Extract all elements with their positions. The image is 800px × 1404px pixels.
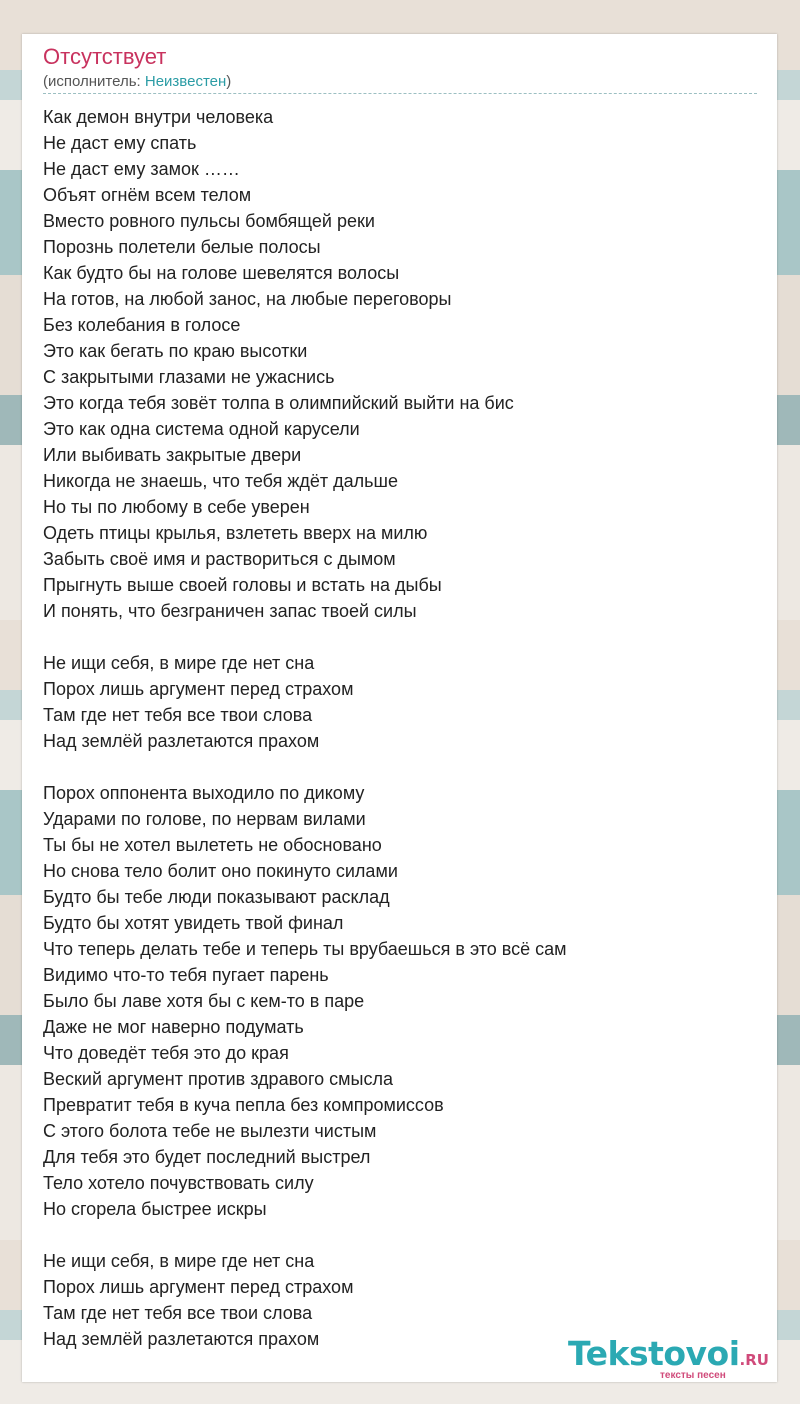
lyric-line: Ты бы не хотел вылететь не обосновано xyxy=(43,835,382,855)
lyric-line: Одеть птицы крылья, взлететь вверх на милю xyxy=(43,523,428,543)
lyric-line: Веский аргумент против здравого смысла xyxy=(43,1069,393,1089)
lyric-line: Ударами по голове, по нервам вилами xyxy=(43,809,366,829)
lyric-line: И понять, что безграничен запас твоей силы xyxy=(43,601,417,621)
lyric-line: Порох оппонента выходило по дикому xyxy=(43,783,365,803)
dashed-divider xyxy=(43,93,757,94)
lyric-line: Что доведёт тебя это до края xyxy=(43,1043,289,1063)
lyric-line: Там где нет тебя все твои слова xyxy=(43,1303,313,1323)
lyric-line: Даже не мог наверно подумать xyxy=(43,1017,304,1037)
lyric-line: Но ты по любому в себе уверен xyxy=(43,497,310,517)
lyric-line: Забыть своё имя и раствориться с дымом xyxy=(43,549,396,569)
artist-prefix: (исполнитель: xyxy=(43,73,145,90)
lyric-line: Без колебания в голосе xyxy=(43,315,241,335)
lyric-line: Над землёй разлетаются прахом xyxy=(43,1329,320,1349)
song-title: Отсутствует xyxy=(43,44,167,69)
lyric-line: Не даст ему спать xyxy=(43,133,197,153)
lyric-line: Будто бы тебе люди показывают расклад xyxy=(43,887,390,907)
lyric-line: Порох лишь аргумент перед страхом xyxy=(43,1277,354,1297)
lyric-line: Не ищи себя, в мире где нет сна xyxy=(43,653,315,673)
stanza-break xyxy=(43,1222,757,1248)
lyric-line: Прыгнуть выше своей головы и встать на дыбы xyxy=(43,575,442,595)
lyric-line: Порознь полетели белые полосы xyxy=(43,237,321,257)
lyric-line: Но снова тело болит оно покинуто силами xyxy=(43,861,398,881)
artist-suffix: ) xyxy=(226,73,232,90)
stanza-break xyxy=(43,754,757,780)
lyric-line: Для тебя это будет последний выстрел xyxy=(43,1147,371,1167)
stanza-break xyxy=(43,624,757,650)
logo-tagline: тексты песен xyxy=(660,1370,726,1381)
lyric-line: Не даст ему замок …… xyxy=(43,159,240,179)
lyric-line: Видимо что-то тебя пугает парень xyxy=(43,965,329,985)
lyric-line: Превратит тебя в куча пепла без компромиссов xyxy=(43,1095,444,1115)
lyric-line: Было бы лаве хотя бы с кем-то в паре xyxy=(43,991,365,1011)
lyric-line: Над землёй разлетаются прахом xyxy=(43,731,320,751)
lyric-line: Не ищи себя, в мире где нет сна xyxy=(43,1251,315,1271)
lyric-line: Объят огнём всем телом xyxy=(43,185,252,205)
artist-link[interactable]: Неизвестен xyxy=(144,73,227,90)
lyric-line: На готов, на любой занос, на любые переговоры xyxy=(43,289,452,309)
logo-name: Tekstovoi xyxy=(568,1334,740,1373)
artist-line xyxy=(43,73,231,91)
lyric-line: Там где нет тебя все твои слова xyxy=(43,705,313,725)
lyric-line: Это как бегать по краю высотки xyxy=(43,341,308,361)
lyric-line: Или выбивать закрытые двери xyxy=(43,445,302,465)
lyric-line: Но сгорела быстрее искры xyxy=(43,1199,267,1219)
lyric-line: Как демон внутри человека xyxy=(43,107,274,127)
lyric-line: Порох лишь аргумент перед страхом xyxy=(43,679,354,699)
lyric-line: Как будто бы на голове шевелятся волосы xyxy=(43,263,400,283)
logo-tld: .RU xyxy=(739,1351,769,1369)
lyric-line: С закрытыми глазами не ужаснись xyxy=(43,367,335,387)
lyric-line: Это как одна система одной карусели xyxy=(43,419,360,439)
lyric-line: Тело хотело почувствовать силу xyxy=(43,1173,314,1193)
lyric-line: С этого болота тебе не вылезти чистым xyxy=(43,1121,377,1141)
lyric-line: Будто бы хотят увидеть твой финал xyxy=(43,913,344,933)
lyric-line: Это когда тебя зовёт толпа в олимпийский выйти на бис xyxy=(43,393,514,413)
lyric-line: Никогда не знаешь, что тебя ждёт дальше xyxy=(43,471,398,491)
site-logo[interactable] xyxy=(568,1334,769,1381)
lyrics-text xyxy=(43,104,757,1352)
lyric-line: Вместо ровного пульсы бомбящей реки xyxy=(43,211,375,231)
lyric-line: Что теперь делать тебе и теперь ты врубаешься в это всё сам xyxy=(43,939,567,959)
lyrics-card xyxy=(22,34,777,1382)
